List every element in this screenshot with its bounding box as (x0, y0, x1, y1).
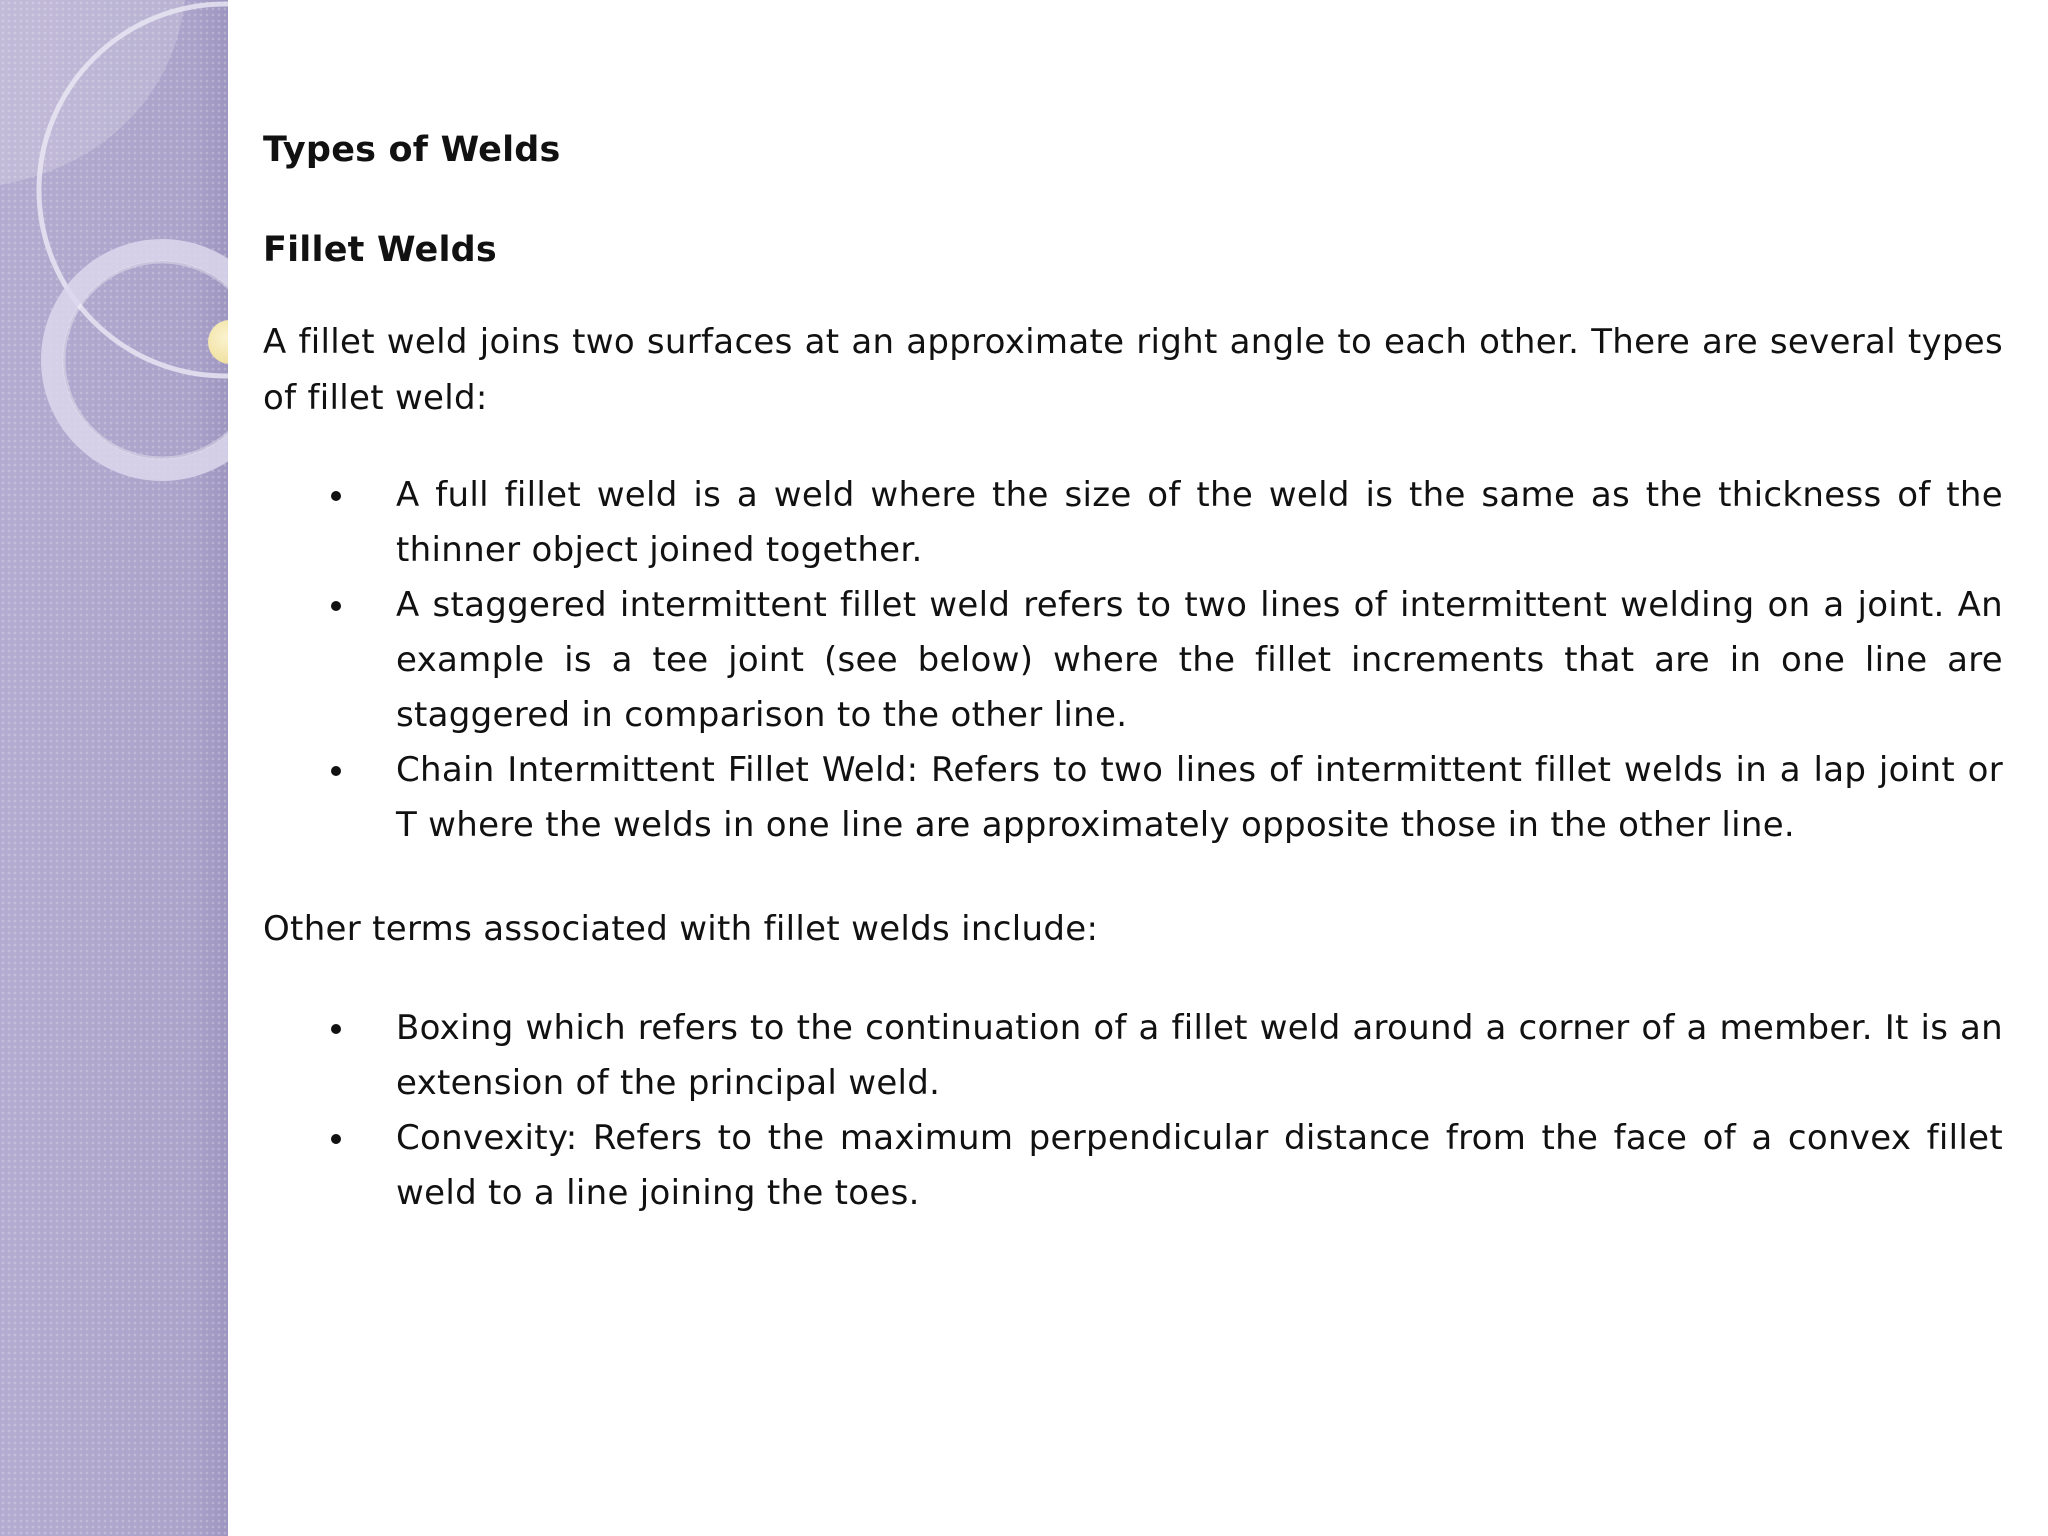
list-item (263, 1111, 2003, 1221)
accent-dot-mask (228, 315, 258, 369)
list-item (263, 468, 2003, 578)
list-item (263, 578, 2003, 743)
bullet-icon (331, 766, 341, 776)
list-item (263, 743, 2003, 853)
other-terms-list (263, 1001, 2003, 1221)
list-item-text: A full fillet weld is a weld where the size of the weld is the same as the thickness of the thinner object joined together. (396, 475, 2003, 570)
list-item (263, 1001, 2003, 1111)
list-item-text: Chain Intermittent Fillet Weld: Refers to two lines of intermittent fillet welds in a lap joint or T where the welds in one line are approximately opposite those in the other line. (396, 750, 2003, 845)
bullet-icon (331, 491, 341, 501)
list-item-text: Boxing which refers to the continuation of a fillet weld around a corner of a member. It is an extension of the principal weld. (396, 1008, 2003, 1103)
list-item-text: A staggered intermittent fillet weld refers to two lines of intermittent welding on a joint. An example is a tee joint (see below) where the fillet increments that are in one line are staggered in comparison to the other line. (396, 585, 2003, 735)
other-terms-paragraph: Other terms associated with fillet welds include: (263, 909, 1099, 949)
decorative-side-panel (0, 0, 228, 1536)
section-heading: Fillet Welds (263, 230, 497, 270)
bullet-icon (331, 1024, 341, 1034)
bullet-icon (331, 1134, 341, 1144)
fillet-weld-types-list (263, 468, 2003, 853)
bullet-icon (331, 601, 341, 611)
document-body (263, 120, 2003, 1221)
decorative-rings (0, 0, 228, 520)
page-title: Types of Welds (263, 130, 561, 170)
intro-paragraph: A fillet weld joins two surfaces at an approximate right angle to each other. There are several types of fillet weld: (263, 322, 2003, 418)
list-item-text: Convexity: Refers to the maximum perpendicular distance from the face of a convex fillet weld to a line joining the toes. (396, 1118, 2003, 1213)
